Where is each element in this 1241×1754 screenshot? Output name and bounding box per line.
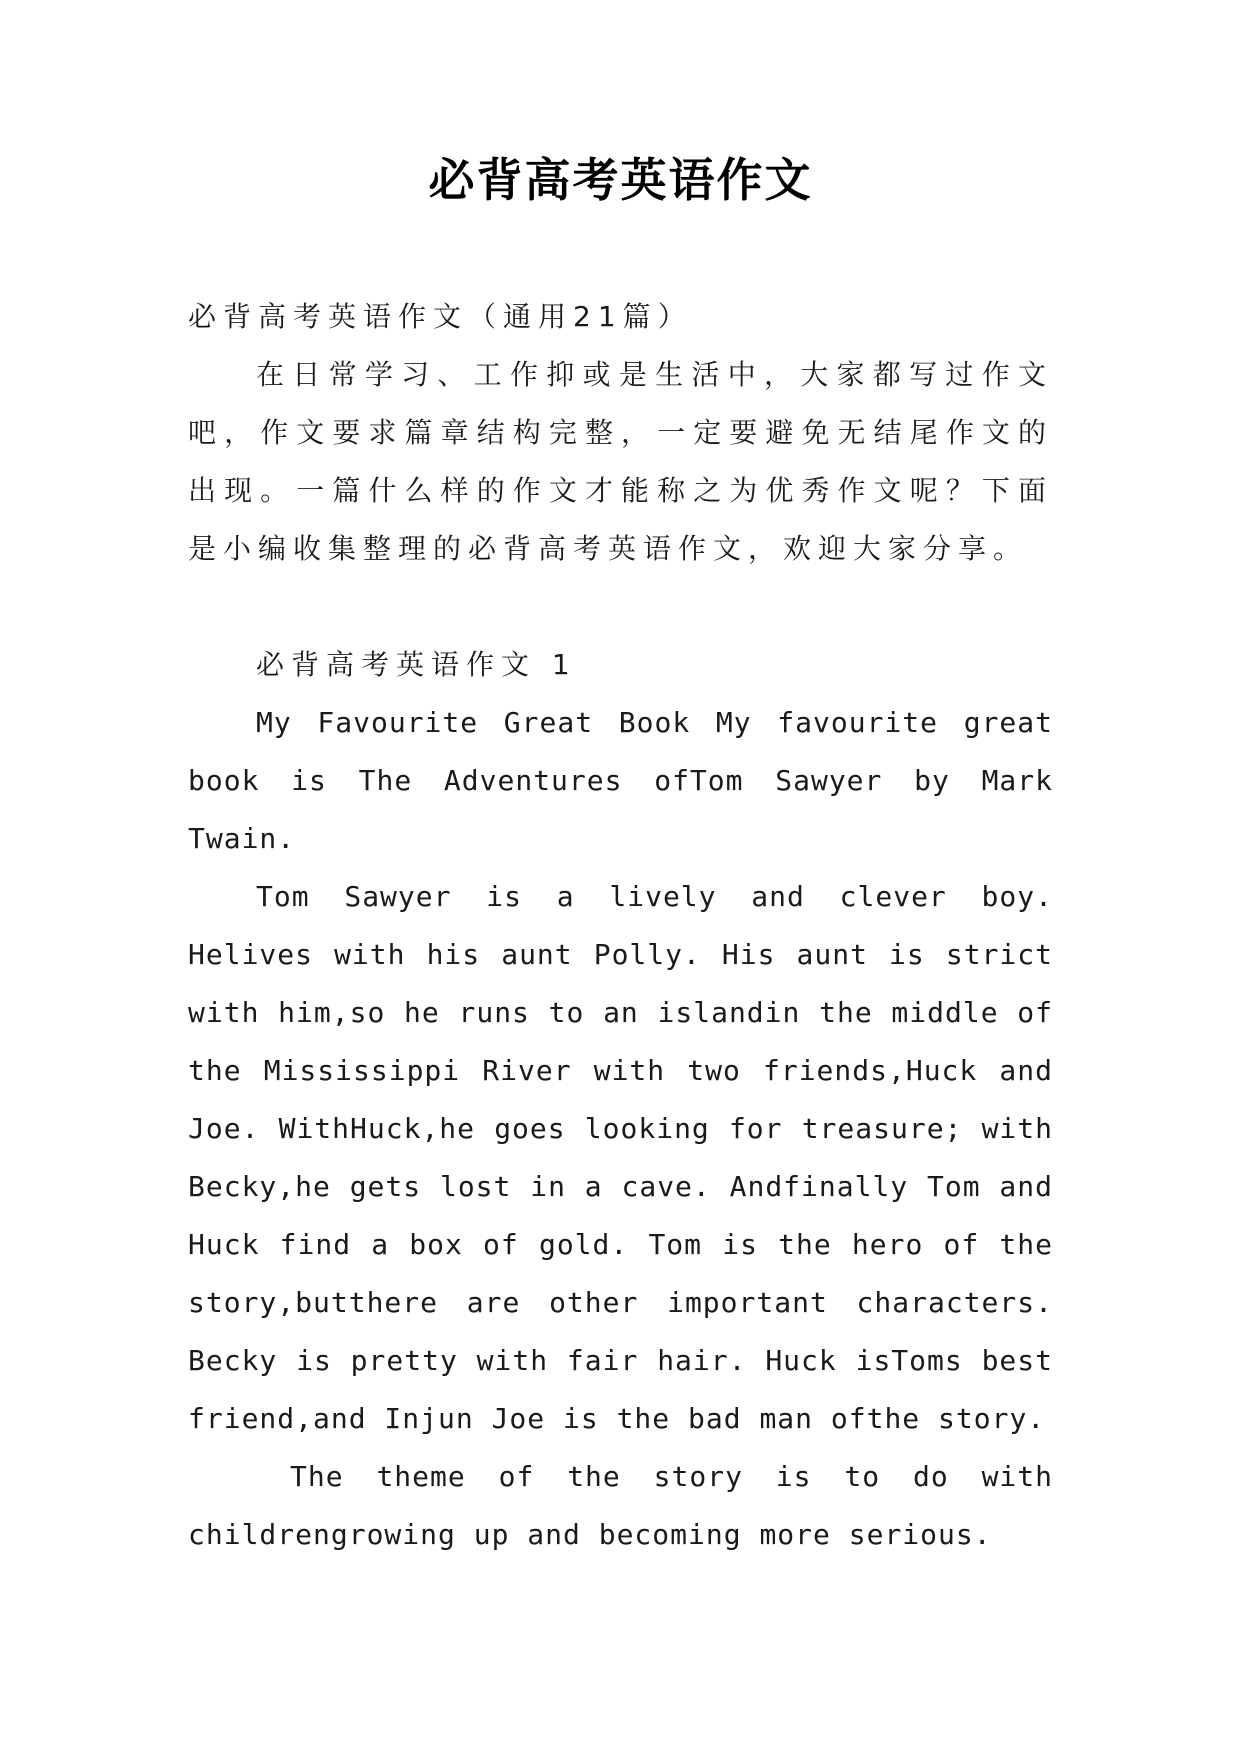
document-subtitle: 必背高考英语作文（通用21篇） — [188, 300, 693, 333]
body-paragraph-1: My Favourite Great Book My favourite great book is The Adventures ofTom Sawyer by Mark Twain. — [188, 706, 1053, 855]
intro-paragraph: 在日常学习、工作抑或是生活中，大家都写过作文吧，作文要求篇章结构完整，一定要避免无结尾作文的出现。一篇什么样的作文才能称之为优秀作文呢？下面是小编收集整理的必背高考英语作文，欢迎大家分享。 — [188, 358, 1053, 565]
document-title: 必背高考英语作文 — [428, 153, 813, 207]
section-heading: 必背高考英语作文 1 — [256, 648, 577, 681]
body-paragraph-3: The theme of the story is to do with childrengrowing up and becoming more serious. — [188, 1460, 1053, 1551]
document-body — [188, 288, 1053, 1564]
body-paragraph-2: Tom Sawyer is a lively and clever boy. Helives with his aunt Polly. His aunt is strict with him,so he runs to an islandin the middle of the Mississippi River with two friends,Huck and Joe. WithHuck,he goes looking for treasure; with Becky,he gets lost in a cave. Andfinally Tom and Huck find a box of gold. Tom is the hero of the story,butthere are other important characters. Becky is pretty with fair hair. Huck isToms best friend,and Injun Joe is the bad man ofthe story. — [188, 880, 1053, 1435]
paragraph-spacer — [188, 578, 1053, 636]
